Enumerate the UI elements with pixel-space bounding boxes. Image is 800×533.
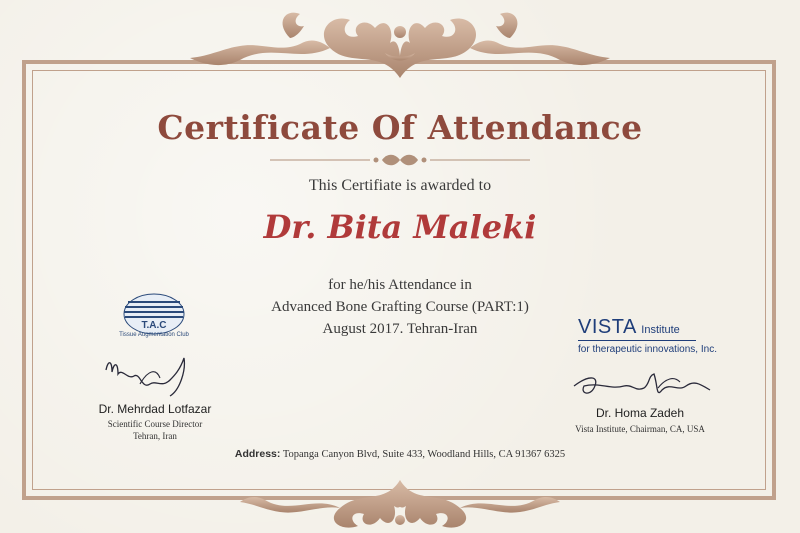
tac-logo-name: T.A.C bbox=[141, 320, 167, 331]
vista-logo-name: VISTA bbox=[578, 316, 637, 338]
address-text: Topanga Canyon Blvd, Suite 433, Woodland Hills, CA 91367 6325 bbox=[282, 449, 566, 460]
left-signer-role: Scientific Course Director bbox=[107, 419, 203, 429]
footer-address bbox=[0, 448, 800, 460]
right-signer-name: Dr. Homa Zadeh bbox=[595, 406, 685, 420]
certificate-title: Certificate Of Attendance bbox=[157, 108, 643, 147]
awarded-to-line: This Certifiate is awarded to bbox=[308, 177, 492, 194]
bottom-ornament-icon bbox=[240, 460, 560, 533]
top-ornament-icon bbox=[180, 8, 620, 88]
attendance-line: for he/his Attendance in bbox=[328, 277, 472, 293]
title-divider-icon bbox=[270, 150, 530, 170]
recipient-name: Dr. Bita Maleki bbox=[263, 208, 537, 246]
left-signer-name: Dr. Mehrdad Lotfazar bbox=[98, 402, 212, 416]
left-signature-icon bbox=[100, 350, 200, 400]
vista-logo-suffix: Institute bbox=[641, 324, 680, 336]
right-signer-role: Vista Institute, Chairman, CA, USA bbox=[575, 424, 705, 434]
address-label: Address: bbox=[234, 448, 281, 460]
vista-logo bbox=[578, 316, 680, 339]
right-signature-icon bbox=[570, 368, 720, 408]
course-name-line: Advanced Bone Grafting Course (PART:1) bbox=[271, 299, 529, 315]
tac-logo-subtitle: Tissue Augmentation Club bbox=[119, 332, 189, 338]
left-signer-location: Tehran, Iran bbox=[133, 431, 177, 441]
date-location-line: August 2017. Tehran-Iran bbox=[322, 321, 478, 337]
vista-logo-divider bbox=[578, 340, 696, 341]
vista-logo-subtitle: for therapeutic innovations, Inc. bbox=[578, 344, 717, 355]
